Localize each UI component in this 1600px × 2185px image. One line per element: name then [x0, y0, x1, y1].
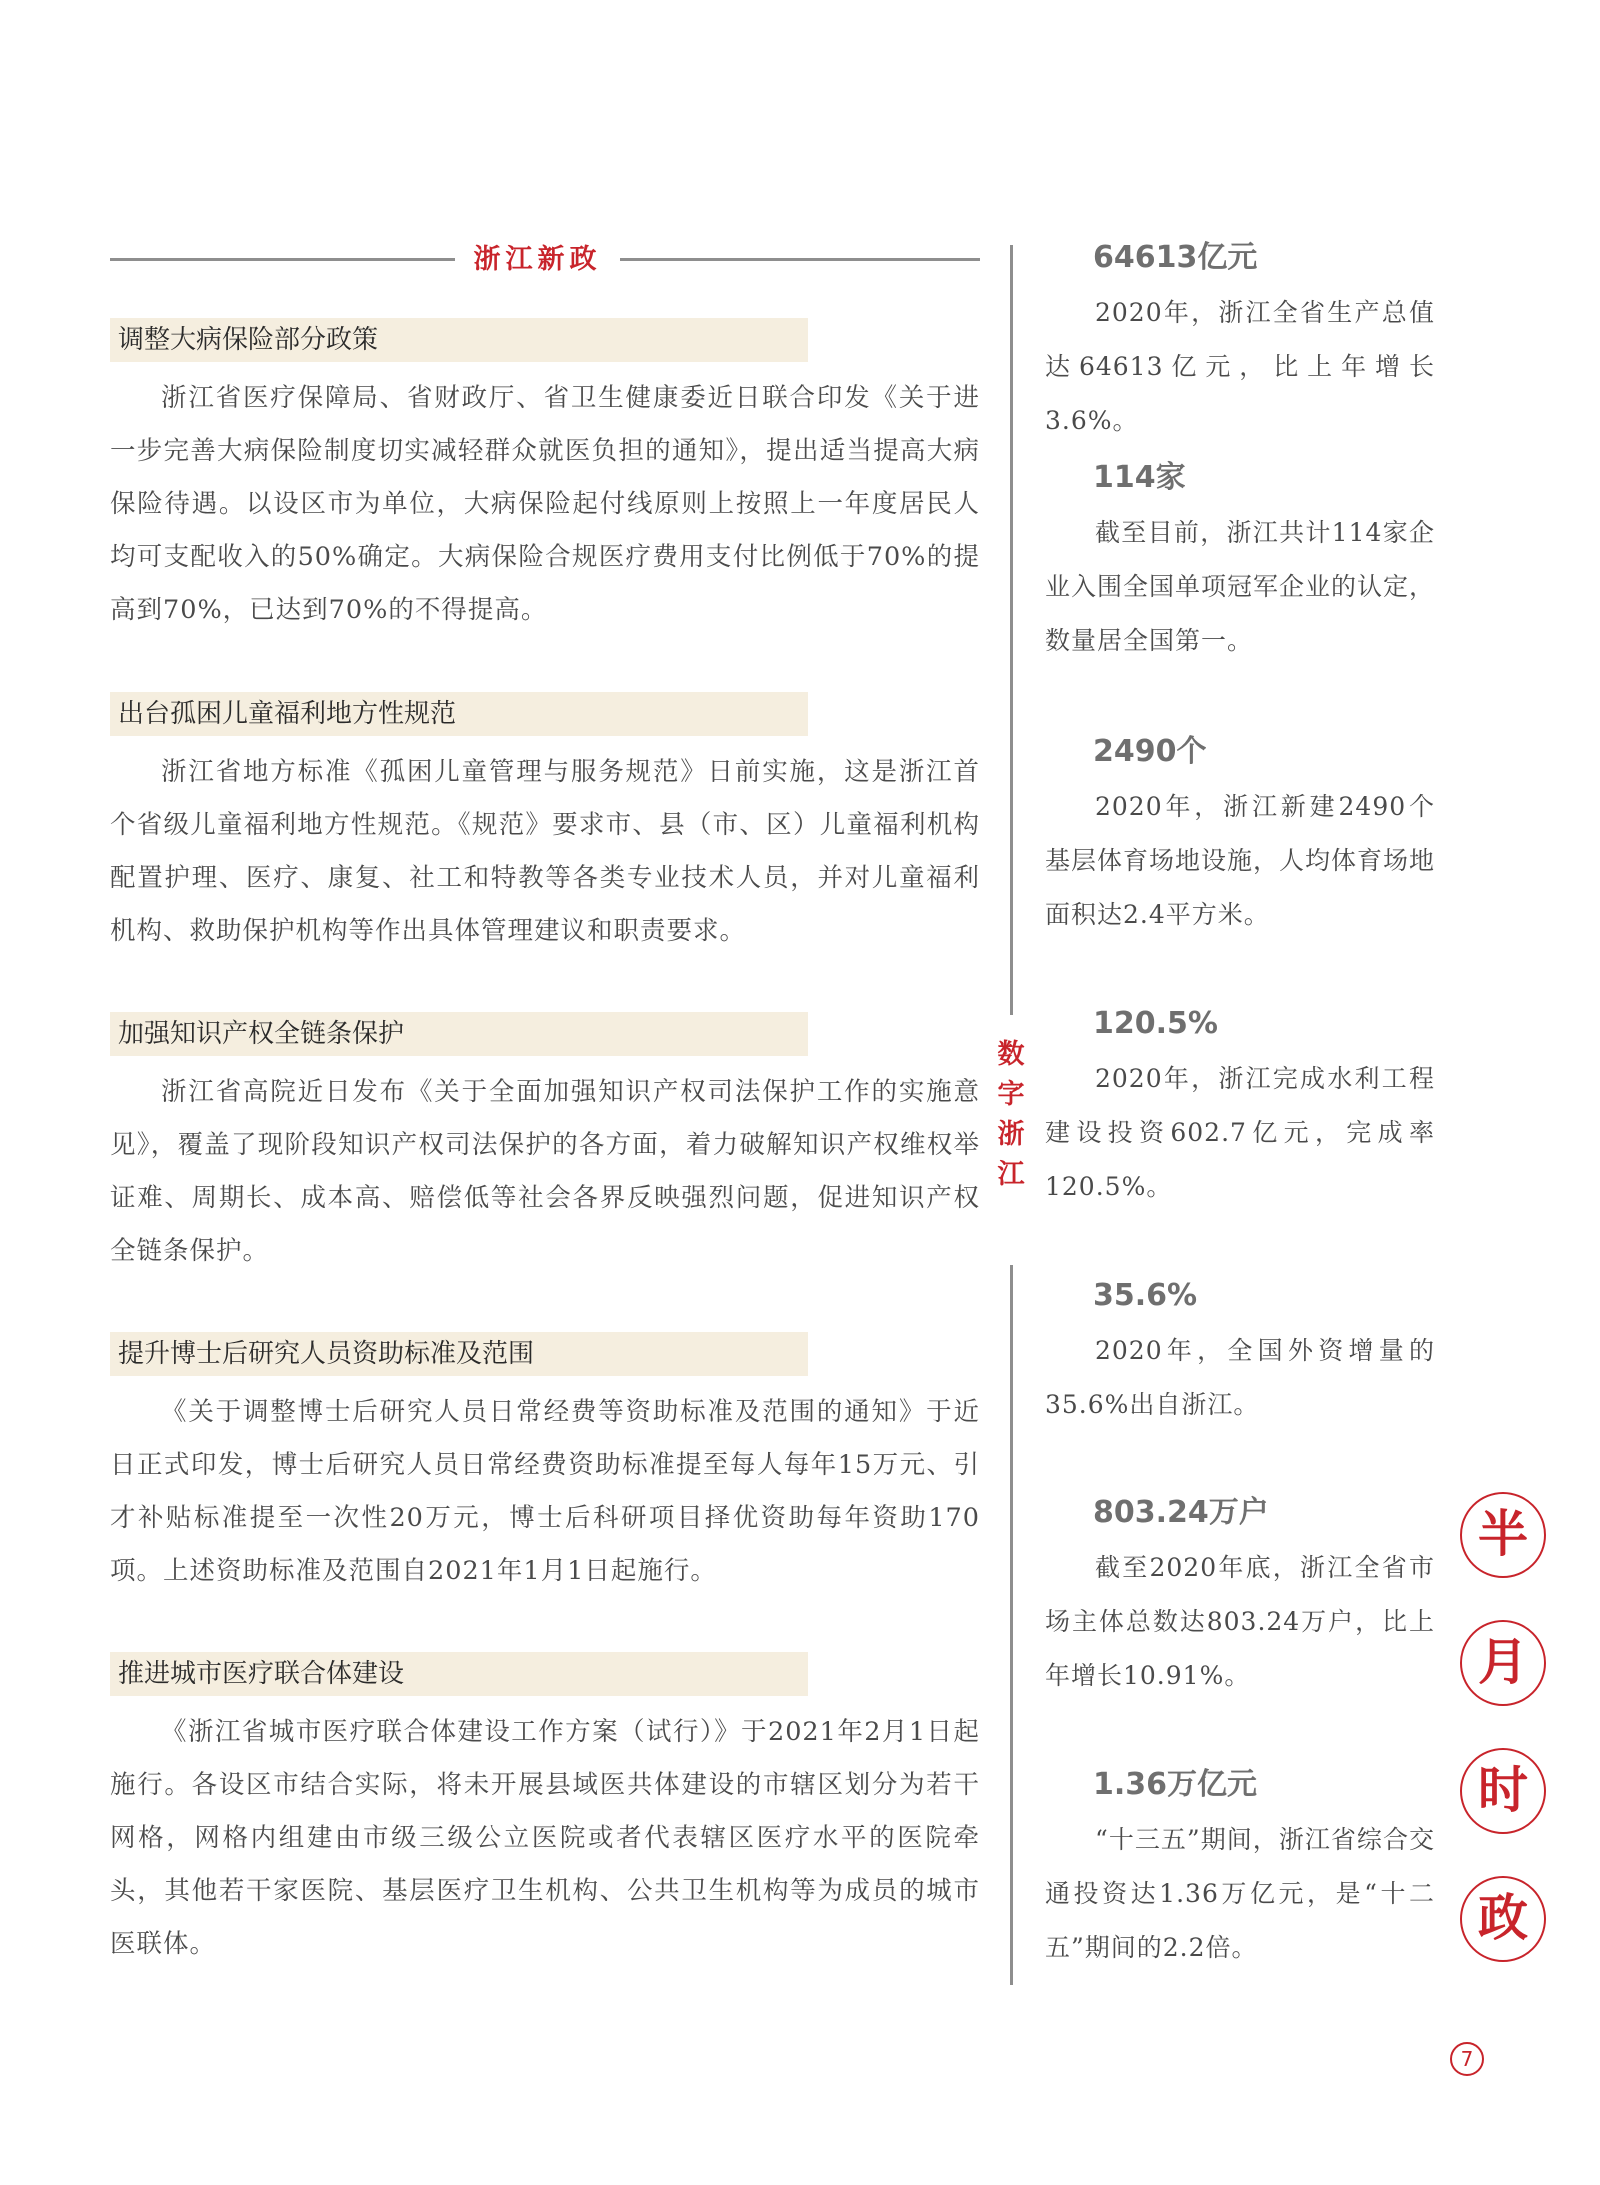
- stat-item: [1045, 1765, 1435, 1975]
- stat-item: [1045, 1493, 1435, 1703]
- stat-item: [1045, 238, 1435, 448]
- stat-text: 截至目前，浙江共计114家企业入围全国单项冠军企业的认定，数量居全国第一。: [1045, 518, 1436, 655]
- stat-text: 2020年，浙江全省生产总值达64613亿元，比上年增长3.6%。: [1045, 298, 1435, 435]
- page-number: 7: [1450, 2042, 1484, 2076]
- stat-figure: 114家: [1093, 460, 1186, 495]
- stat-figure: 2490个: [1093, 734, 1207, 769]
- stat-text: 2020年，浙江完成水利工程建设投资602.7亿元，完成率120.5%。: [1045, 1064, 1435, 1201]
- article: [110, 1652, 980, 1971]
- article-body: 《关于调整博士后研究人员日常经费等资助标准及范围的通知》于近日正式印发，博士后研究人员日常经费资助标准提至每人每年15万元、引才补贴标准提至一次性20万元，博士后科研项目择优资助每年资助170项。上述资助标准及范围自2021年1月1日起施行。: [110, 1397, 980, 1586]
- section-title: 浙江新政: [473, 244, 602, 275]
- article-body: 浙江省高院近日发布《关于全面加强知识产权司法保护工作的实施意见》，覆盖了现阶段知识产权司法保护的各方面，着力破解知识产权维权举证难、周期长、成本高、赔偿低等社会各界反映强烈问题，促进知识产权全链条保护。: [110, 1077, 980, 1266]
- column-divider-top: [1010, 245, 1013, 1015]
- stat-text: 2020年，浙江新建2490个基层体育场地设施，人均体育场地面积达2.4平方米。: [1045, 792, 1436, 929]
- article: [110, 692, 980, 958]
- article-title: 推进城市医疗联合体建设: [110, 1652, 808, 1696]
- stat-item: [1045, 1276, 1435, 1432]
- header-rule-left: [110, 258, 455, 261]
- section-header: [110, 240, 980, 280]
- article-body: 《浙江省城市医疗联合体建设工作方案（试行）》于2021年2月1日起施行。各设区市结合实际，将未开展县域医共体建设的市辖区划分为若干网格，网格内组建由市级三级公立医院或者代表辖区医疗水平的医院牵头，其他若干家医院、基层医疗卫生机构、公共卫生机构等为成员的城市医联体。: [110, 1717, 980, 1959]
- stat-figure: 1.36万亿元: [1093, 1767, 1258, 1802]
- stat-text: “十三五”期间，浙江省综合交通投资达1.36万亿元，是“十二五”期间的2.2倍。: [1045, 1825, 1435, 1962]
- header-rule-right: [620, 258, 980, 261]
- column-name-seal: 半: [1460, 1492, 1546, 1578]
- stat-text: 截至2020年底，浙江全省市场主体总数达803.24万户，比上年增长10.91%。: [1045, 1553, 1435, 1690]
- article-body: 浙江省地方标准《孤困儿童管理与服务规范》日前实施，这是浙江首个省级儿童福利地方性规范。《规范》要求市、县（市、区）儿童福利机构配置护理、医疗、康复、社工和特教等各类专业技术人员，并对儿童福利机构、救助保护机构等作出具体管理建议和职责要求。: [110, 757, 980, 946]
- column-name-seal: 时: [1460, 1748, 1546, 1834]
- stat-item: [1045, 1004, 1435, 1214]
- column-name-seal: 月: [1460, 1620, 1546, 1706]
- article-title: 加强知识产权全链条保护: [110, 1012, 808, 1056]
- left-column: [110, 240, 980, 1959]
- article: [110, 318, 980, 637]
- sidebar-label: 数 字 浙 江: [997, 1039, 1025, 1190]
- stat-figure: 803.24万户: [1093, 1495, 1269, 1530]
- article-body: 浙江省医疗保障局、省财政厅、省卫生健康委近日联合印发《关于进一步完善大病保险制度切实减轻群众就医负担的通知》，提出适当提高大病保险待遇。以设区市为单位，大病保险起付线原则上按照上一年度居民人均可支配收入的50%确定。大病保险合规医疗费用支付比例低于70%的提高到70%，已达到70%的不得提高。: [110, 383, 980, 625]
- stat-item: [1045, 732, 1435, 942]
- article-title: 出台孤困儿童福利地方性规范: [110, 692, 808, 736]
- stat-figure: 64613亿元: [1093, 240, 1258, 275]
- stat-figure: 35.6%: [1093, 1278, 1198, 1313]
- column-name-seal: 政: [1460, 1876, 1546, 1962]
- article-title: 调整大病保险部分政策: [110, 318, 808, 362]
- stat-item: [1045, 458, 1435, 668]
- column-divider-bottom: [1010, 1265, 1013, 1985]
- stat-text: 2020年，全国外资增量的35.6%出自浙江。: [1045, 1336, 1435, 1419]
- article-title: 提升博士后研究人员资助标准及范围: [110, 1332, 808, 1376]
- stat-figure: 120.5%: [1093, 1006, 1218, 1041]
- article: [110, 1012, 980, 1278]
- article: [110, 1332, 980, 1598]
